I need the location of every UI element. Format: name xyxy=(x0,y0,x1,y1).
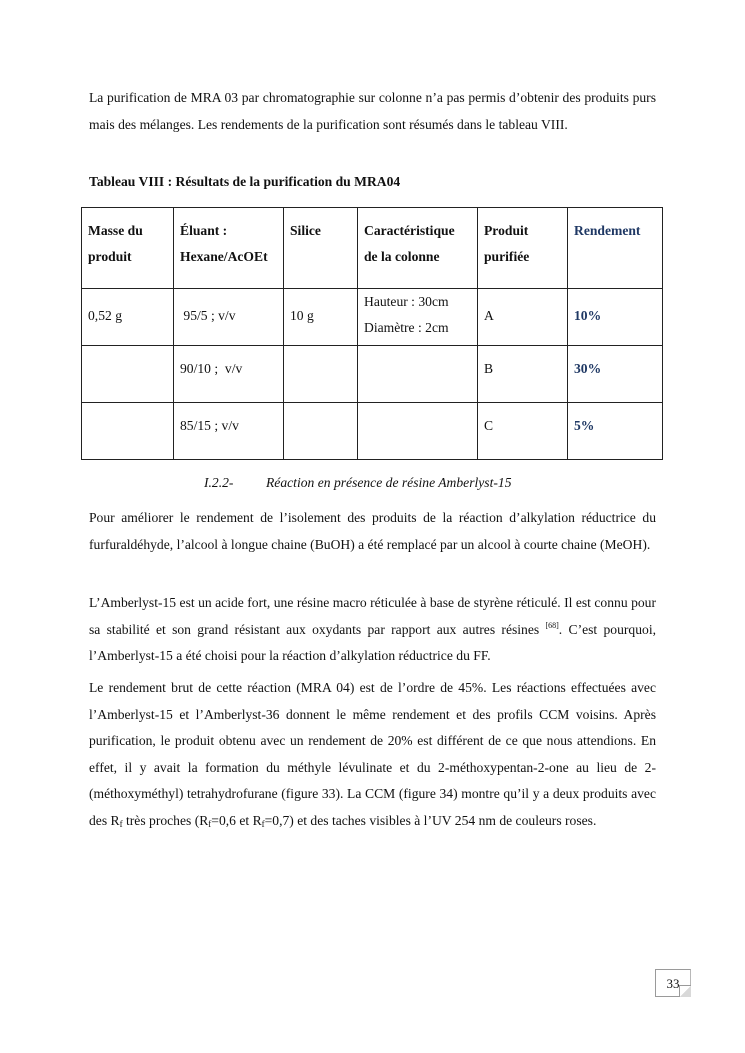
cell-eluant: 85/15 ; v/v xyxy=(174,403,284,460)
cell-silice xyxy=(284,403,358,460)
results-table xyxy=(81,207,663,460)
cell-caracteristique xyxy=(358,403,478,460)
page-curl-icon xyxy=(679,985,691,997)
page-number: 33 xyxy=(655,969,691,997)
header-rendement: Rendement xyxy=(568,208,663,289)
paragraph-2: Pour améliorer le rendement de l’isolement des produits de la réaction d’alkylation réductrice du furfuraldéhyde, l’alcool à longue chaine (BuOH) a été remplacé par un alcool à courte chaine (MeOH). xyxy=(89,510,656,552)
cell-silice xyxy=(284,346,358,403)
citation-reference: [68] xyxy=(545,620,559,630)
cell-masse: 0,52 g xyxy=(82,289,174,346)
header-eluant: Éluant : Hexane/AcOEt xyxy=(174,208,284,289)
table-row xyxy=(82,346,663,403)
cell-caracteristique xyxy=(358,346,478,403)
cell-rendement: 30% xyxy=(568,346,663,403)
cell-rendement: 10% xyxy=(568,289,663,346)
subheading-number: I.2.2- xyxy=(204,475,234,490)
header-silice: Silice xyxy=(284,208,358,289)
paragraph-4: Le rendement brut de cette réaction (MRA 04) est de l’ordre de 45%. Les réactions effectuées avec l’Amberlyst-15 et l’Amberlyst-36 donnent le même rendement et des profils CCM voisins. Après purification, le produit obtenu avec un rendement de 20% est différent de ce que nous attendions. En effet, il y avait la formation du méthyle lévulinate et du 2-méthoxypentan-2-one au lieu de 2-(méthoxyméthyl) tetrahydrofurane (figure 33). La CCM (figure 34) montre qu’il y a deux produits avec des $R_f$ très proches ($R_f=0,6$ et $R_f=0,7$) et des taches visibles à l’UV 254 nm de couleurs roses. xyxy=(89,680,656,829)
cell-eluant: 90/10 ; v/v xyxy=(174,346,284,403)
cell-eluant: 95/5 ; v/v xyxy=(174,289,284,346)
cell-rendement: 5% xyxy=(568,403,663,460)
paragraph-3: L’Amberlyst-15 est un acide fort, une résine macro réticulée à base de styrène réticulé. Il est connu pour sa stabilité et son grand résistant aux oxydants par rapport aux autres résines [68]. C’est pourquoi, l’Amberlyst-15 a été choisi pour la réaction d’alkylation réductrice du FF. xyxy=(89,595,656,663)
intro-paragraph: La purification de MRA 03 par chromatographie sur colonne n’a pas permis d’obtenir des produits purs mais des mélanges. Les rendements de la purification sont résumés dans le tableau VIII. xyxy=(89,90,656,132)
header-produit: Produit purifiée xyxy=(478,208,568,289)
cell-produit: C xyxy=(478,403,568,460)
subheading-title: Réaction en présence de résine Amberlyst-15 xyxy=(266,475,512,490)
cell-silice: 10 g xyxy=(284,289,358,346)
table-header-row xyxy=(82,208,663,289)
cell-produit: A xyxy=(478,289,568,346)
header-caracteristique: Caractéristique de la colonne xyxy=(358,208,478,289)
table-row xyxy=(82,403,663,460)
section-subheading xyxy=(204,472,512,494)
cell-masse xyxy=(82,403,174,460)
cell-caracteristique: Hauteur : 30cm Diamètre : 2cm xyxy=(358,289,478,346)
table-row xyxy=(82,289,663,346)
cell-masse xyxy=(82,346,174,403)
table-caption: Tableau VIII : Résultats de la purification du MRA04 xyxy=(89,174,401,189)
header-masse: Masse du produit xyxy=(82,208,174,289)
cell-produit: B xyxy=(478,346,568,403)
